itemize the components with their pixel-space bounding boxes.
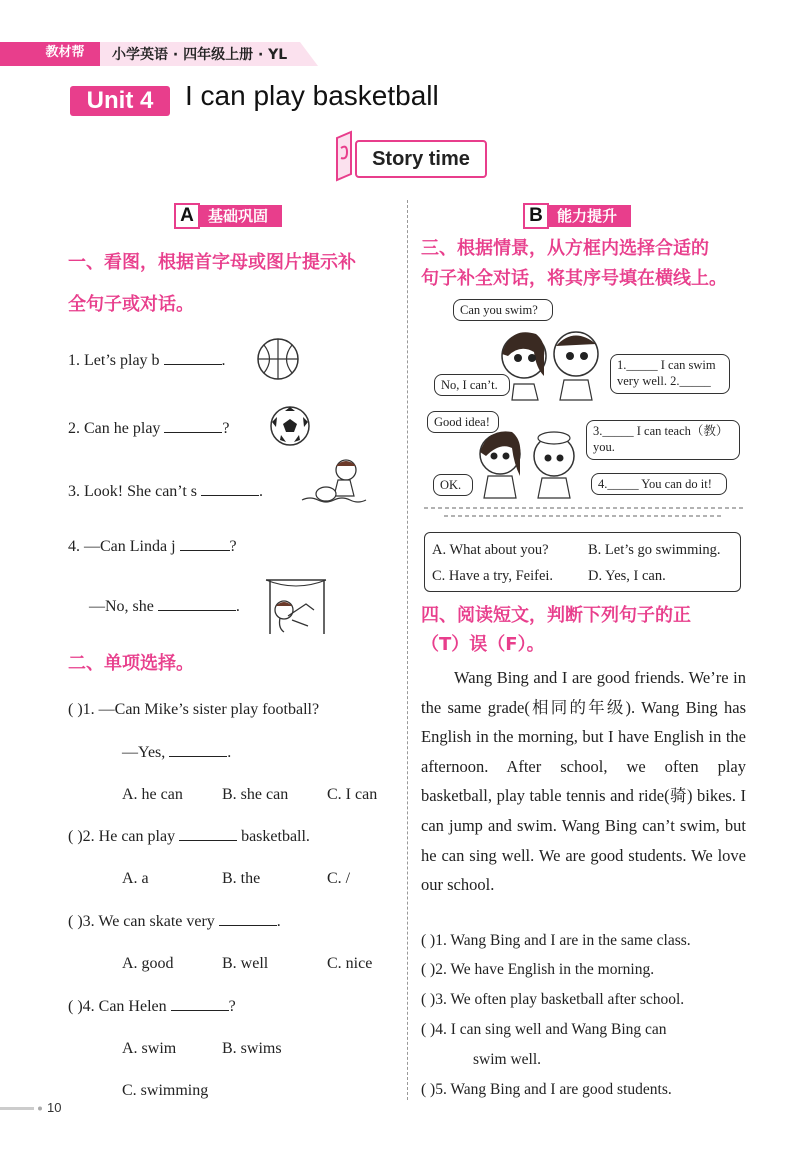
part2-q1-sub — [122, 742, 231, 763]
part2-q2-opt-a[interactable]: A. a — [122, 870, 149, 887]
part2-q4-opt-b[interactable]: B. swims — [222, 1040, 282, 1057]
unit-badge: Unit 4 — [70, 86, 170, 116]
answer-blank[interactable] — [201, 481, 259, 496]
speech-bubble-2: No, I can’t. — [434, 374, 510, 396]
part1-item-1-text: 1. Let’s play b — [68, 352, 160, 369]
part2-q2-opt-b[interactable]: B. the — [222, 870, 261, 887]
speech-bubble-3-line2: very well. 2._____ — [617, 374, 711, 388]
part2-q1: ( )1. —Can Mike’s sister play football? — [68, 701, 320, 718]
part2-q1-opt-c[interactable]: C. I can — [327, 786, 378, 803]
reading-passage — [421, 663, 746, 900]
speech-bubble-5-line1: 3._____ I can teach（教） — [593, 424, 729, 438]
part1-item-3-text: 3. Look! She can’t s — [68, 483, 198, 500]
part1-item-1 — [68, 350, 226, 371]
section-a-label: 基础巩固 — [200, 205, 282, 227]
part1-title-line2: 全句子或对话。 — [68, 294, 194, 315]
part2-title: 二、单项选择。 — [68, 653, 194, 674]
statement-1: ( )1. Wang Bing and I are in the same class. — [421, 932, 691, 949]
part1-item-4-end: ? — [229, 538, 237, 555]
option-c[interactable]: C. Have a try, Feifei. — [432, 568, 554, 584]
option-d[interactable]: D. Yes, I can. — [588, 568, 666, 584]
part2-q1-opt-a[interactable]: A. he can — [122, 786, 183, 803]
part1-item-3 — [68, 481, 263, 502]
section-a-head — [174, 203, 282, 229]
part2-q1-opt-b[interactable]: B. she can — [222, 786, 289, 803]
part2-q2-text: ( )2. He can play — [68, 828, 176, 845]
part2-q1-sub-end: . — [227, 744, 232, 761]
answer-blank[interactable] — [169, 742, 227, 757]
part2-q3-opt-b[interactable]: B. well — [222, 955, 269, 972]
part2-q4-opt-c[interactable]: C. swimming — [122, 1082, 209, 1099]
part2-q3-end: . — [276, 913, 281, 930]
part4-title-line2: （T）误（F）。 — [421, 634, 545, 655]
answer-blank[interactable] — [164, 350, 222, 365]
statement-4-cont: swim well. — [473, 1051, 542, 1068]
speech-bubble-7: 4._____ You can do it! — [591, 473, 727, 495]
part2-q1-sub-text: —Yes, — [122, 744, 166, 761]
story-time-heading: Story time — [355, 140, 487, 178]
part1-item-5-end: . — [235, 598, 240, 615]
swimming-girl-illustration — [300, 456, 368, 512]
part1-item-5 — [89, 596, 240, 617]
part2-q3-opt-c[interactable]: C. nice — [327, 955, 373, 972]
part1-title-line1: 一、看图，根据首字母或图片提示补 — [68, 252, 356, 273]
section-b-label: 能力提升 — [549, 205, 631, 227]
basketball-icon — [255, 336, 301, 382]
answer-blank[interactable] — [219, 911, 277, 926]
option-a[interactable]: A. What about you? — [432, 542, 549, 558]
football-icon — [268, 404, 312, 448]
answer-blank[interactable] — [180, 536, 230, 551]
part2-q2-opt-c[interactable]: C. / — [327, 870, 351, 887]
column-divider — [407, 200, 408, 1100]
answer-blank[interactable] — [164, 418, 222, 433]
part2-q4-end: ? — [228, 998, 236, 1015]
footer-rule — [0, 1106, 44, 1112]
section-a-letter: A — [174, 203, 200, 229]
statement-3: ( )3. We often play basketball after school. — [421, 991, 685, 1008]
part1-item-3-end: . — [259, 483, 264, 500]
book-title: 小学英语 · 四年级上册 · YL — [112, 47, 288, 63]
part2-q3 — [68, 911, 281, 932]
option-b[interactable]: B. Let’s go swimming. — [588, 542, 721, 558]
part2-q4 — [68, 996, 236, 1017]
brand-label: 教材帮 — [45, 45, 85, 60]
speech-bubble-6: OK. — [433, 474, 473, 496]
part2-q2 — [68, 826, 310, 847]
part3-title-line2: 句子补全对话，将其序号填在横线上。 — [421, 268, 727, 289]
part2-q3-opt-a[interactable]: A. good — [122, 955, 174, 972]
answer-blank[interactable] — [158, 596, 236, 611]
answer-blank[interactable] — [179, 826, 237, 841]
part1-item-5-text: —No, she — [89, 598, 154, 615]
part2-q2-end: basketball. — [241, 828, 310, 845]
speech-bubble-3 — [610, 354, 730, 394]
unit-title: I can play basketball — [185, 80, 439, 111]
statement-4: ( )4. I can sing well and Wang Bing can — [421, 1021, 667, 1038]
part1-item-2-text: 2. Can he play — [68, 420, 161, 437]
speech-bubble-5-line2: you. — [593, 440, 615, 454]
part1-item-2 — [68, 418, 230, 439]
section-b-letter: B — [523, 203, 549, 229]
part2-q4-text: ( )4. Can Helen — [68, 998, 167, 1015]
speech-bubble-1: Can you swim? — [453, 299, 553, 321]
section-b-head — [523, 203, 631, 229]
statement-2: ( )2. We have English in the morning. — [421, 961, 655, 978]
part4-title-line1: 四、阅读短文，判断下列句子的正 — [421, 605, 691, 626]
part1-item-4-text: 4. —Can Linda j — [68, 538, 176, 555]
jumping-girl-illustration — [262, 574, 330, 636]
speech-bubble-5 — [586, 420, 740, 460]
passage-text: Wang Bing and I are good friends. We’re in the same grade(相同的年级). Wang Bing has English in the morning, but I have English in the afternoon. After school, we often play basketball, play table tennis and ride(骑) bikes. I can jump and swim. Wang Bing can’t swim, but he can sing well. We are good students. We love our school. — [421, 668, 746, 895]
part1-item-1-end: . — [221, 352, 226, 369]
part1-item-4 — [68, 536, 237, 557]
speech-bubble-3-line1: 1._____ I can swim — [617, 358, 716, 372]
part2-q3-text: ( )3. We can skate very — [68, 913, 215, 930]
part2-q4-opt-a[interactable]: A. swim — [122, 1040, 177, 1057]
page-number: 10 — [47, 1100, 62, 1115]
answer-blank[interactable] — [171, 996, 229, 1011]
statement-5: ( )5. Wang Bing and I are good students. — [421, 1081, 672, 1098]
part1-item-2-end: ? — [222, 420, 230, 437]
part3-title-line1: 三、根据情景，从方框内选择合适的 — [421, 238, 709, 259]
speech-bubble-4: Good idea! — [427, 411, 499, 433]
